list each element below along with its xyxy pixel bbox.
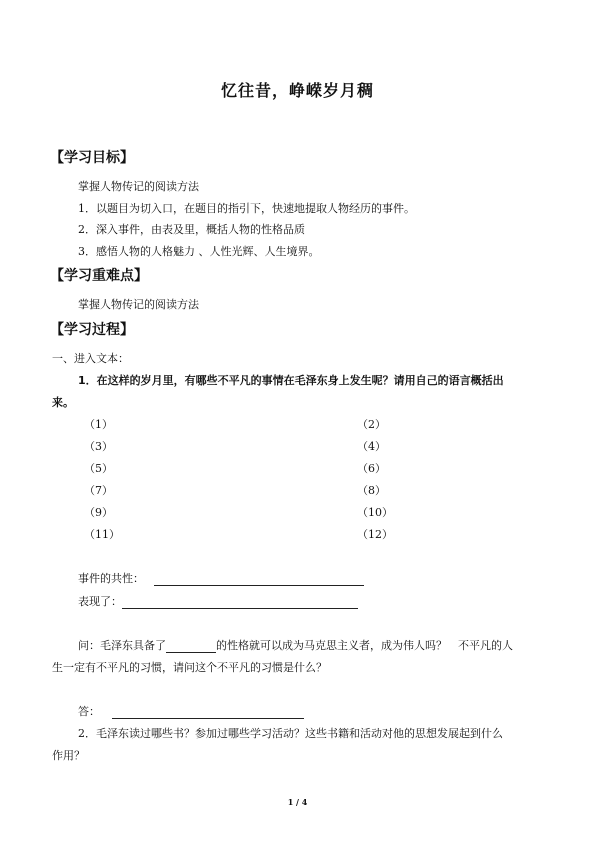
page-number: 1 / 4 — [287, 797, 308, 807]
character-blank[interactable] — [166, 640, 216, 653]
goals-heading: 【学习目标】 — [50, 150, 134, 166]
process-intro: 一、进入文本： — [52, 352, 129, 365]
answer-row — [78, 703, 304, 719]
answer-number: （8） — [357, 484, 386, 497]
question-2-line-2: 作用？ — [52, 749, 85, 762]
answer-number: （6） — [357, 462, 386, 475]
answer-blank[interactable] — [112, 706, 304, 719]
answer-number: （3） — [84, 440, 113, 453]
keypoints-heading: 【学习重难点】 — [50, 268, 148, 284]
question-1-line-2: 来。 — [52, 396, 74, 409]
manifest-row — [78, 593, 358, 609]
goal-item: 1．以题目为切入口，在题目的指引下，快速地提取人物经历的事件。 — [78, 202, 415, 215]
goal-item: 3．感悟人物的人格魅力 、人性光辉、人生境界。 — [78, 245, 320, 258]
commonality-label: 事件的共性： — [78, 572, 144, 585]
keypoints-text: 掌握人物传记的阅读方法 — [78, 298, 199, 311]
answer-number: （2） — [357, 418, 386, 431]
answer-number: （9） — [84, 506, 113, 519]
question-1-line-1: 1．在这样的岁月里，有哪些不平凡的事情在毛泽东身上发生呢？请用自己的语言概括出 — [78, 374, 504, 387]
commonality-row — [78, 570, 364, 586]
ask-line-2: 生一定有不平凡的习惯，请问这个不平凡的习惯是什么？ — [52, 661, 327, 674]
ask-text-part-2: 的性格就可以成为马克思主义者，成为伟人吗？ 不平凡的人 — [216, 639, 513, 652]
answer-number: （4） — [357, 440, 386, 453]
answer-number: （5） — [84, 462, 113, 475]
answer-number: （12） — [357, 528, 393, 541]
manifest-label: 表现了： — [78, 595, 122, 608]
page-title: 忆往昔，峥嵘岁月稠 — [220, 81, 374, 100]
goal-item: 掌握人物传记的阅读方法 — [78, 180, 199, 193]
answer-number: （7） — [84, 484, 113, 497]
manifest-blank[interactable] — [122, 596, 358, 609]
answer-number: （11） — [84, 528, 120, 541]
ask-text-part-1: 问：毛泽东具备了 — [78, 639, 166, 652]
commonality-blank[interactable] — [154, 573, 364, 586]
question-2-line-1: 2．毛泽东读过哪些书？参加过哪些学习活动？这些书籍和活动对他的思想发展起到什么 — [78, 727, 503, 740]
answer-number: （1） — [84, 418, 113, 431]
answer-label: 答： — [78, 705, 100, 718]
ask-line-1 — [78, 637, 513, 653]
goal-item: 2．深入事件，由表及里，概括人物的性格品质 — [78, 223, 305, 236]
process-heading: 【学习过程】 — [50, 322, 134, 338]
answer-number: （10） — [357, 506, 393, 519]
